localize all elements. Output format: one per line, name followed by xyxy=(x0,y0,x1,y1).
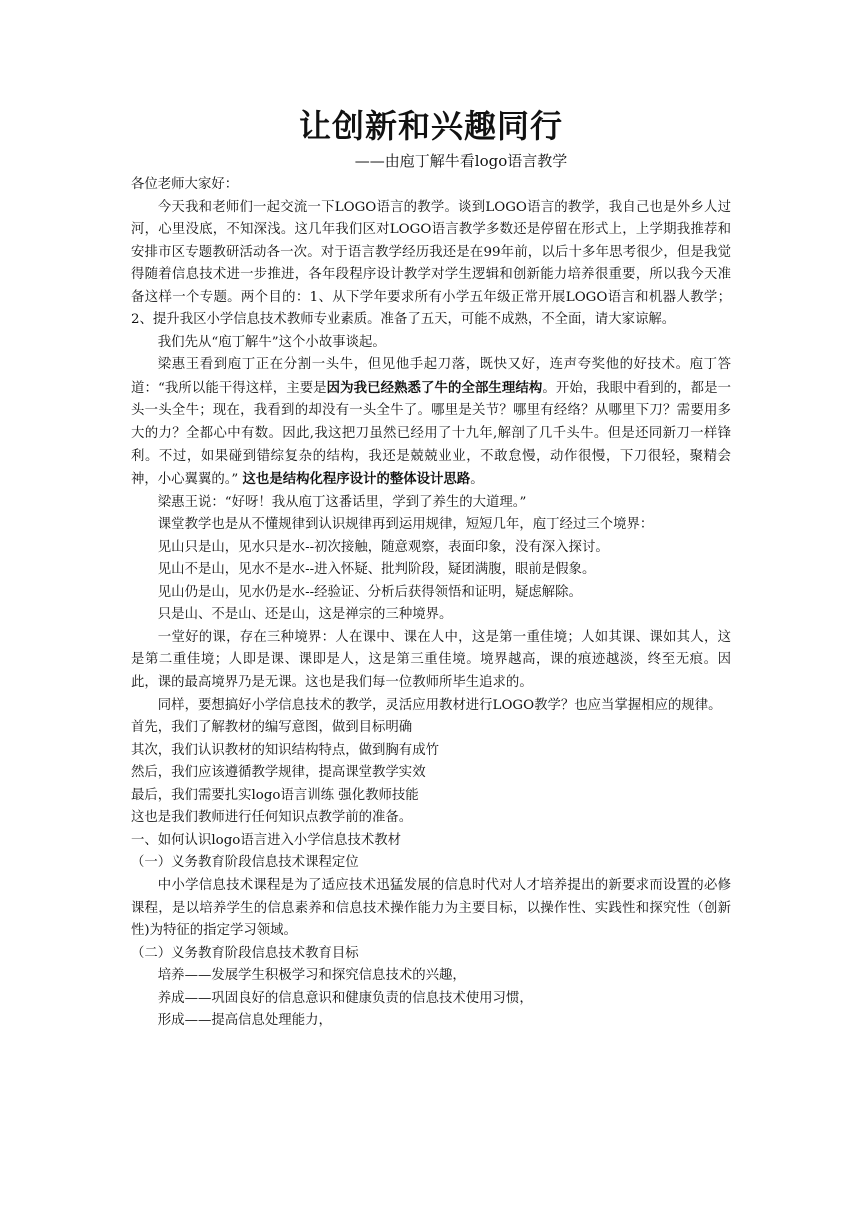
goal-line: 形成——提高信息处理能力， xyxy=(157,1013,332,1029)
list-line: 其次，我们认识教材的知识结构特点，做到胸有成竹 xyxy=(131,742,439,758)
paragraph: 我们先从“庖丁解牛”这个小故事谈起。 xyxy=(157,334,386,350)
section-heading: 一、如何认识logo语言进入小学信息技术教材 xyxy=(131,832,402,848)
document-body xyxy=(131,174,731,1033)
story-text: 梁惠王看到庖丁正在分割一头牛，但见他手起刀落，既快又好，连声夸奖他的好技术。庖丁答道：“我所以能干得这样，主要是 xyxy=(131,357,731,396)
story-text: 。 xyxy=(470,472,484,488)
story-text: 。开始，我眼中看到的，都是一头一头全牛；现在，我看到的却没有一头全牛了。哪里是关节？哪里有经络？从哪里下刀？需要用多大的力？全都心中有数。因此,我这把刀虽然已经用了十九年,解剖了几千头牛。但是还同新刀一样锋利。不过，如果碰到错综复杂的结构，我还是兢兢业业，不敢怠慢，动作很慢，下刀很轻，聚精会神，小心翼翼的。” xyxy=(131,380,731,488)
document-title: 让创新和兴趣同行 xyxy=(298,107,563,145)
paragraph: 一堂好的课，存在三种境界：人在课中、课在人中，这是第一重佳境；人如其课、课如其人，这是第二重佳境；人即是课、课即是人，这是第三重佳境。境界越高，课的痕迹越淡，终至无痕。因此，课的最高境界乃是无课。这也是我们每一位教师所毕生追求的。 xyxy=(131,629,731,691)
goal-line: 培养——发展学生积极学习和探究信息技术的兴趣， xyxy=(157,968,466,984)
list-line: 首先，我们了解教材的编写意图，做到目标明确 xyxy=(131,720,413,736)
bold-emphasis: 这也是结构化程序设计的整体设计思路 xyxy=(242,471,471,488)
paragraph: 见山只是山，见水只是水--初次接触，随意观察，表面印象，没有深入探讨。 xyxy=(157,539,609,555)
document-page xyxy=(131,0,731,1033)
document-subtitle: ——由庖丁解牛看logo语言教学 xyxy=(354,152,568,170)
bold-emphasis: 因为我已经熟悉了牛的全部生理结构 xyxy=(326,379,543,396)
goal-line: 养成——巩固良好的信息意识和健康负责的信息技术使用习惯， xyxy=(157,990,533,1006)
greeting: 各位老师大家好： xyxy=(131,177,239,192)
paragraph: 见山不是山，见水不是水--进入怀疑、批判阶段，疑团满腹，眼前是假象。 xyxy=(157,562,596,578)
paragraph: 今天我和老师们一起交流一下LOGO语言的教学。谈到LOGO语言的教学，我自己也是外乡人过河，心里没底，不知深浅。这几年我们区对LOGO语言教学多数还是停留在形式上，上学期我推荐和安排市区专题教研活动各一次。对于语言教学经历我还是在99年前，以后十多年思考很少，但是我觉得随着信息技术进一步推进，各年段程序设计教学对学生逻辑和创新能力培养很重要，所以我今天准备这样一个专题。两个目的：1、从下学年要求所有小学五年级正常开展LOGO语言和机器人教学；2、提升我区小学信息技术教师专业素质。准备了五天，可能不成熟，不全面，请大家谅解。 xyxy=(131,199,731,328)
subsection-heading: （一）义务教育阶段信息技术课程定位 xyxy=(131,855,359,871)
paragraph-story xyxy=(131,354,731,491)
list-line: 这也是我们教师进行任何知识点教学前的准备。 xyxy=(131,810,413,826)
paragraph: 中小学信息技术课程是为了适应技术迅猛发展的信息时代对人才培养提出的新要求而设置的必修课程，是以培养学生的信息素养和信息技术操作能力为主要目标，以操作性、实践性和探究性（创新性)为特征的指定学习领域。 xyxy=(131,877,731,939)
paragraph: 课堂教学也是从不懂规律到认识规律再到运用规律，短短几年，庖丁经过三个境界： xyxy=(157,517,654,533)
paragraph: 梁惠王说：“好呀！我从庖丁这番话里，学到了养生的大道理。” xyxy=(157,494,527,510)
list-line: 然后，我们应该遵循教学规律，提高课堂教学实效 xyxy=(131,765,426,781)
paragraph: 同样，要想搞好小学信息技术的教学，灵活应用教材进行LOGO教学？也应当掌握相应的规律。 xyxy=(157,697,722,713)
list-line: 最后，我们需要扎实logo语言训练 强化教师技能 xyxy=(131,787,419,803)
paragraph: 只是山、不是山、还是山，这是禅宗的三种境界。 xyxy=(157,607,453,623)
paragraph: 见山仍是山，见水仍是水--经验证、分析后获得领悟和证明，疑虑解除。 xyxy=(157,584,582,600)
subsection-heading: （二）义务教育阶段信息技术教育目标 xyxy=(131,945,359,961)
